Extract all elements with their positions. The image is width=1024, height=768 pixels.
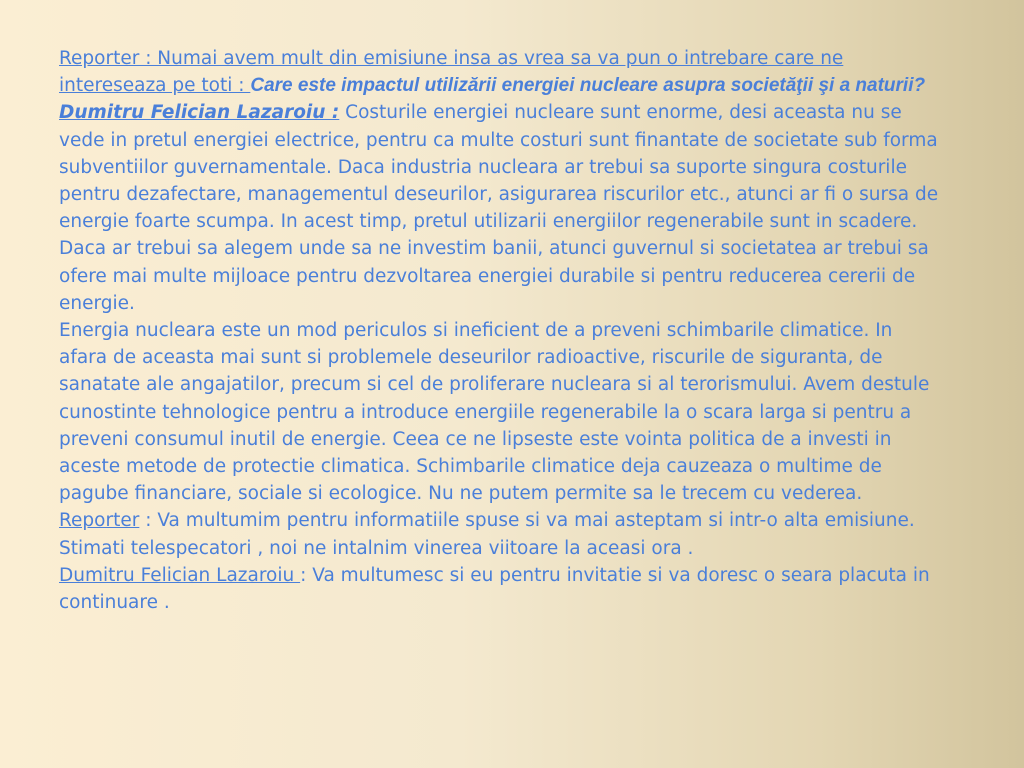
closing-guest-text: : Va multumesc si eu pentru invitatie si va doresc o seara placuta in continuare . [59,564,930,614]
answer-paragraph-2: Energia nucleara este un mod periculos si ineficient de a preveni schimbarile climatice. In afara de aceasta mai sunt si problemele deseurilor radioactive, riscurile de siguranta, de sanatate ale angajatilor, precum si cel de proliferare nucleara si al terorismului. Avem destule cunostinte tehnologice pentru a introduce energiile regenerabile la o scara larga si pentru a preveni consumul inutil de energie. Ceea ce ne lipseste este vointa politica de a investi in aceste metode de protectie climatica. Schimbarile climatice deja cauzeaza o multime de pagube financiare, sociale si ecologice. Nu ne putem permite sa le trecem cu vederea. [59,320,930,505]
speaker-guest: Dumitru Felician Lazaroiu : [59,102,340,124]
answer-paragraph-1 [59,99,939,317]
intro-paragraph [59,45,939,99]
speaker-guest-closing: Dumitru Felician Lazaroiu [59,564,301,586]
closing-reporter-text: : Va multumim pentru informatiile spuse si va mai asteptam si intr-o alta emisiune. Stimati telespecatori , noi ne intalnim vinerea viitoare la aceasi ora . [59,510,915,559]
transcript-text [59,45,939,616]
question-text: Care este impactul utilizării energiei nucleare asupra societăţii şi a naturii? [250,75,926,97]
closing-guest-paragraph [59,562,939,616]
reporter-question-intro: Reporter : Numai avem mult din emisiune insa as vrea sa va pun o intrebare care ne intereseaza pe toti : [59,48,844,97]
speaker-reporter: Reporter [59,510,140,532]
closing-reporter-paragraph [59,507,939,561]
answer-1-text: Costurile energiei nucleare sunt enorme, desi aceasta nu se vede in pretul energiei electrice, pentru ca multe costuri sunt finantate de societate sub forma subventiilor guvernamentale. Daca industria nucleara ar trebui sa suporte singura costurile pentru dezafectare, managementul deseurilor, asigurarea riscurilor etc., atunci ar fi o sursa de energie foarte scumpa. In acest timp, pretul utilizarii energiilor regenerabile sunt in scadere. Daca ar trebui sa alegem unde sa ne investim banii, atunci guvernul si societatea ar trebui sa ofere mai multe mijloace pentru dezvoltarea energiei durabile si pentru reducerea cererii de energie. [59,102,939,314]
